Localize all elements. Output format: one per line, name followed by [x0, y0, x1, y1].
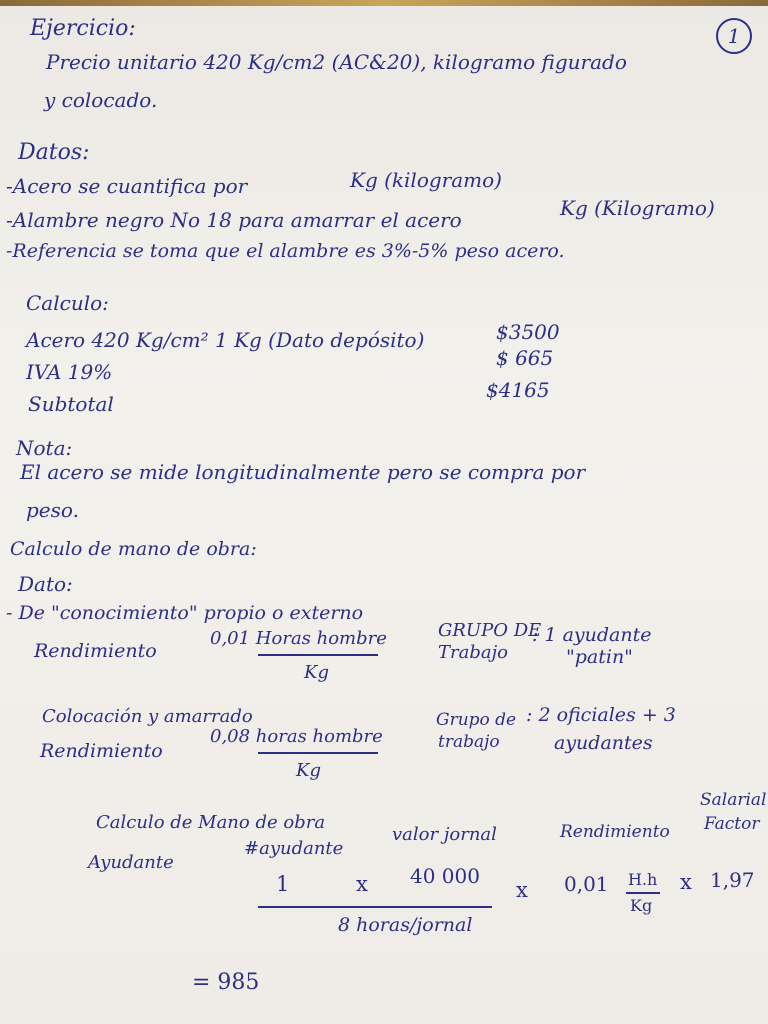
grupo-2-label-2: trabajo: [438, 732, 500, 752]
grupo-2-value-1: : 2 oficiales + 3: [526, 704, 676, 726]
datos-item-3: -Referencia se toma que el alambre es 3%-5% peso acero.: [6, 240, 565, 262]
mano-obra-heading: Calculo de mano de obra:: [10, 538, 257, 560]
rendimiento-1-numerator: 0,01 Horas hombre: [210, 628, 387, 649]
page-number-badge: [716, 18, 752, 54]
salarial-label-1: Salarial: [700, 790, 767, 810]
rendimiento-2-numerator: 0,08 horas hombre: [210, 726, 383, 747]
numerator-ayudantes: 1: [276, 872, 290, 896]
dato-source: - De "conocimiento" propio o externo: [6, 602, 364, 624]
factor-value: 1,97: [710, 868, 755, 892]
datos-item-1: -Acero se cuantifica por: [6, 174, 248, 198]
colocacion-title: Colocación y amarrado: [42, 706, 253, 727]
rendimiento-2-label: Rendimiento: [40, 740, 163, 762]
intro-line-2: y colocado.: [44, 88, 158, 112]
intro-line-1: Precio unitario 420 Kg/cm2 (AC&20), kilogramo figurado: [46, 50, 627, 74]
nota-line-2: peso.: [26, 498, 79, 522]
rendimiento-2-fraction-bar: [258, 752, 378, 754]
formula-heading: Calculo de Mano de obra: [96, 812, 326, 833]
calculo-row-2-value: $ 665: [496, 346, 554, 370]
rendimiento-value: 0,01: [564, 872, 609, 896]
datos-item-1-unit: Kg (kilogramo): [350, 168, 502, 192]
rendimiento-1-denominator: Kg: [304, 662, 329, 683]
times-sign-2: x: [516, 878, 528, 902]
calculo-heading: Calculo:: [26, 291, 109, 315]
result-value: = 985: [192, 970, 260, 995]
rendimiento-2-denominator: Kg: [296, 760, 321, 781]
nota-line-1: El acero se mide longitudinalmente pero se compra por: [20, 460, 586, 484]
datos-item-2-unit: Kg (Kilogramo): [560, 196, 715, 220]
times-sign-3: x: [680, 870, 692, 894]
page-top-edge: [0, 0, 768, 6]
calculo-row-1-label: Acero 420 Kg/cm² 1 Kg (Dato depósito): [26, 328, 425, 352]
denominator-horas-jornal: 8 horas/jornal: [338, 914, 473, 936]
page-number: 1: [727, 24, 741, 48]
numerator-jornal: 40 000: [410, 864, 480, 888]
col-rendimiento: Rendimiento: [560, 822, 670, 842]
datos-heading: Datos:: [18, 140, 90, 165]
rendimiento-1-fraction-bar: [258, 654, 378, 656]
rendimiento-1-label: Rendimiento: [34, 640, 157, 662]
datos-item-2: -Alambre negro No 18 para amarrar el acero: [6, 208, 462, 232]
grupo-1-label-2: Trabajo: [438, 642, 509, 663]
salarial-label-2: Factor: [704, 814, 760, 834]
calculo-row-3-value: $4165: [486, 378, 550, 402]
rendimiento-unit-top: H.h: [628, 870, 658, 889]
col-num-ayudante: #ayudante: [244, 838, 344, 859]
grupo-1-value-1: : 1 ayudante: [532, 624, 652, 646]
grupo-2-label-1: Grupo de: [436, 710, 517, 730]
calculo-row-2-label: IVA 19%: [26, 360, 113, 384]
calculo-row-3-label: Subtotal: [28, 392, 114, 416]
row-ayudante: Ayudante: [88, 852, 174, 873]
rendimiento-unit-bar: [626, 892, 660, 894]
exercise-title: Ejercicio:: [30, 16, 136, 41]
grupo-2-value-2: ayudantes: [554, 732, 653, 754]
dato-heading: Dato:: [18, 572, 73, 596]
rendimiento-unit-bottom: Kg: [630, 896, 653, 915]
grupo-1-label-1: GRUPO DE: [438, 620, 542, 641]
times-sign-1: x: [356, 872, 368, 896]
calculo-row-1-value: $3500: [496, 320, 560, 344]
col-valor-jornal: valor jornal: [392, 824, 497, 845]
main-fraction-bar: [258, 906, 492, 908]
grupo-1-value-2: "patin": [566, 646, 633, 668]
nota-heading: Nota:: [16, 436, 73, 460]
